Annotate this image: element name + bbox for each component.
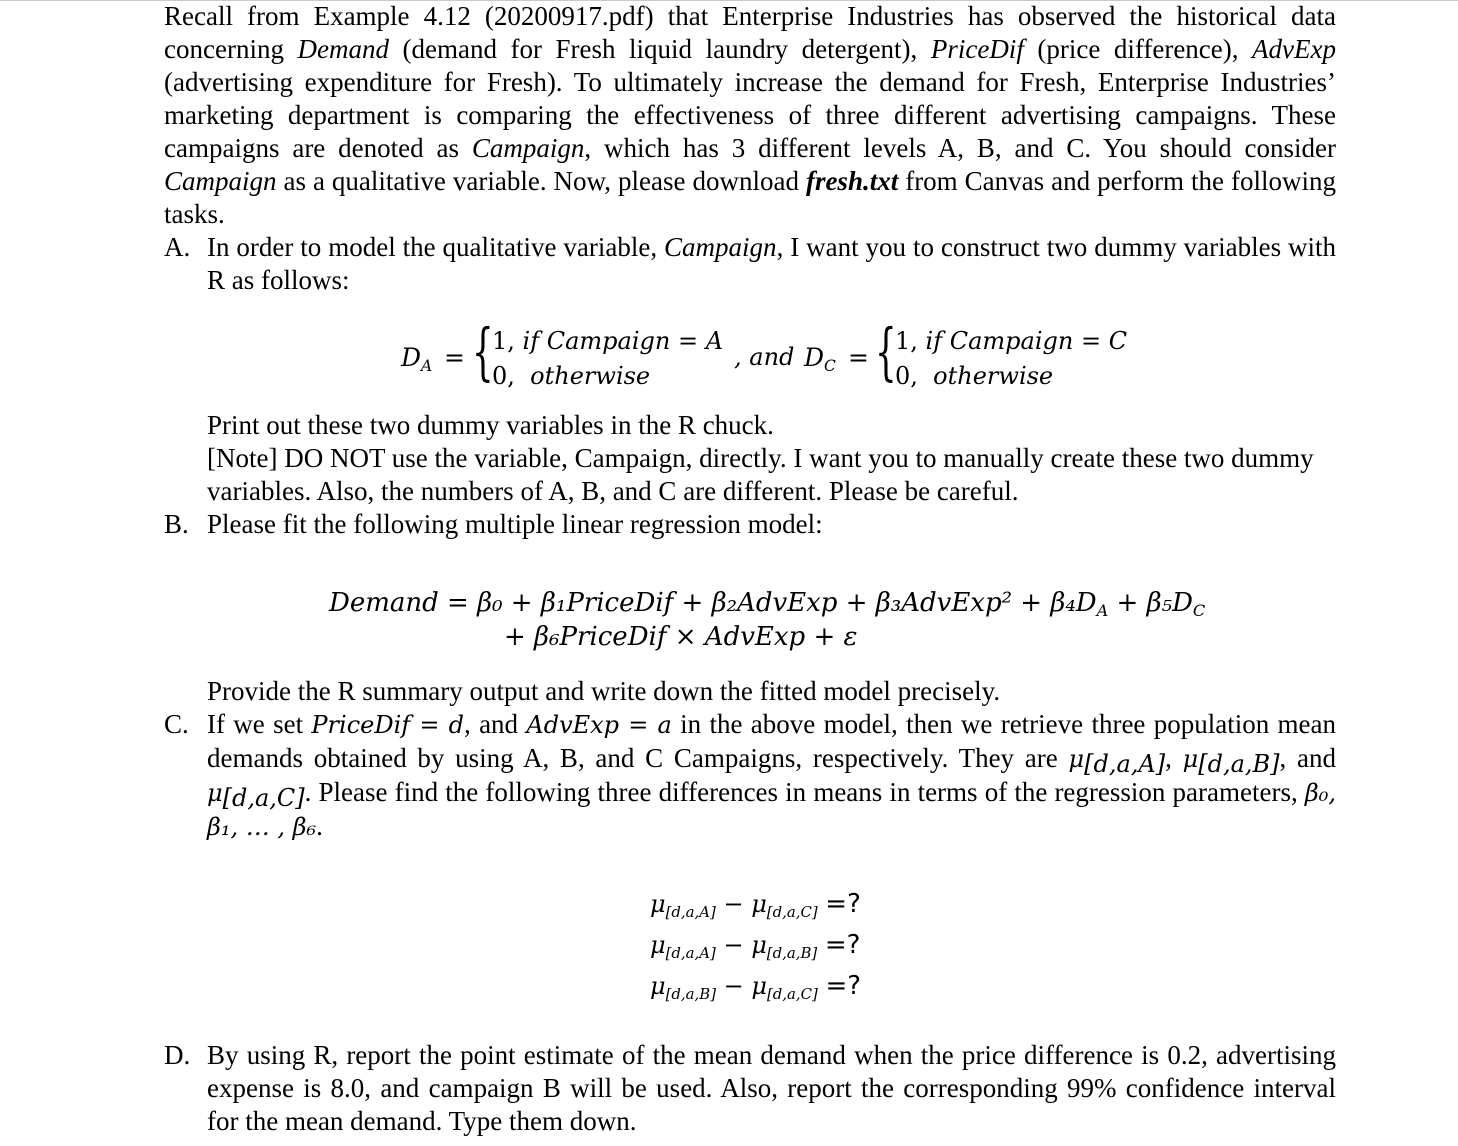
campaign-variable: Campaign: [664, 232, 777, 262]
dc-equals: =: [848, 343, 869, 372]
file-name: fresh.txt: [805, 166, 899, 196]
mean-differences: [164, 844, 1336, 1004]
intro-paragraph: [164, 0, 1336, 231]
item-c-label: C.: [164, 709, 189, 739]
intro-text-2: (demand for Fresh liquid laundry detergent),: [388, 34, 931, 64]
item-c-text: If we set PriceDif = d, and AdvExp = a in the above model, then we retrieve three population mean demands obtained by using A, B, and C Campaigns, respectively. They are $\mu_{[d,a,A]}$, $\mu_{[d,a,B]}$, and $\mu_{[d,a,C]}$. Please find the following three differences in means in terms of the regression parameters, β₀, β₁, … , β₆.: [207, 709, 1337, 841]
dc-case-1: 1, if Campaign = C: [895, 327, 1128, 355]
intro-text-7: from Canvas and perform the following tasks.: [164, 166, 1337, 229]
da-case-1: 1, if Campaign = A: [492, 327, 724, 355]
difference-row: $\mu_{[d,a,A]} - \mu_{[d,a,C]}$ =?: [650, 889, 861, 921]
intro-text-1: Recall from Example 4.12 (20200917.pdf) that Enterprise Industries has observed the historical data concerning: [164, 1, 1336, 64]
summary-instruction: Provide the R summary output and write down the fitted model precisely.: [207, 676, 1001, 706]
print-instruction: Print out these two dummy variables in the R chuck.: [207, 410, 774, 440]
regression-model: [164, 541, 1336, 651]
campaign-variable: Campaign: [471, 133, 585, 163]
and-text: , and: [734, 343, 795, 371]
item-a-text: [207, 231, 1336, 297]
item-a-label: A.: [164, 232, 191, 262]
item-c: [164, 708, 1336, 844]
intro-text-3: (price difference),: [1023, 34, 1253, 64]
dc-brace: {: [875, 315, 897, 388]
model-line-1: Demand = β₀ + β₁PriceDif + β₂AdvExp + β₃AdvExp² + $\beta_4D_A + \beta_5D_C$: [329, 588, 1206, 620]
advexp-variable: AdvExp: [1252, 34, 1336, 64]
item-d: [164, 1039, 1336, 1138]
intro-text-5: , which has 3 different levels A, B, and C. You should consider: [584, 133, 1336, 163]
da-case-2: 0, otherwise: [492, 362, 651, 390]
item-d-text: By using R, report the point estimate of the mean demand when the price difference is 0.2, advertising expense is 8.0, and campaign B will be used. Also, report the corresponding 99% confidence interval for the mean demand. Type them down.: [207, 1040, 1336, 1136]
dummy-definitions: [164, 297, 1336, 409]
item-d-label: D.: [164, 1040, 191, 1070]
demand-variable: Demand: [297, 34, 389, 64]
item-a-text-1: In order to model the qualitative variable,: [207, 232, 665, 262]
item-b-label: B.: [164, 509, 189, 539]
note-text: [Note] DO NOT use the variable, Campaign, directly. I want you to manually create these two dummy variables. Also, the numbers of A, B, and C are different. Please be careful.: [207, 443, 1314, 506]
item-b: [164, 508, 1336, 541]
da-label: $D_A$: [401, 343, 433, 375]
da-equals: =: [444, 343, 465, 372]
difference-row: $\mu_{[d,a,A]} - \mu_{[d,a,B]}$ =?: [650, 930, 861, 962]
intro-text-6: as a qualitative variable. Now, please download: [276, 166, 806, 196]
model-line-2: + β₆PriceDif × AdvExp + ε: [504, 622, 858, 652]
da-brace: {: [472, 315, 494, 388]
difference-row: $\mu_{[d,a,B]} - \mu_{[d,a,C]}$ =?: [650, 971, 862, 1003]
problem-page: [164, 0, 1336, 1138]
item-a-text-2: , I want you to construct two dummy variables with R as follows:: [207, 232, 1337, 295]
dc-label: $D_C$: [804, 343, 836, 375]
pricedif-variable: PriceDif: [930, 34, 1024, 64]
dc-case-2: 0, otherwise: [895, 362, 1054, 390]
item-b-text: Please fit the following multiple linear regression model:: [207, 509, 823, 539]
intro-text-4: (advertising expenditure for Fresh). To ultimately increase the demand for Fresh, Enterprise Industries’ marketing department is comparing the effectiveness of three different advertising campaigns. These campaigns are denoted as: [164, 67, 1336, 163]
item-a: [164, 231, 1336, 297]
campaign-variable: Campaign: [164, 166, 277, 196]
